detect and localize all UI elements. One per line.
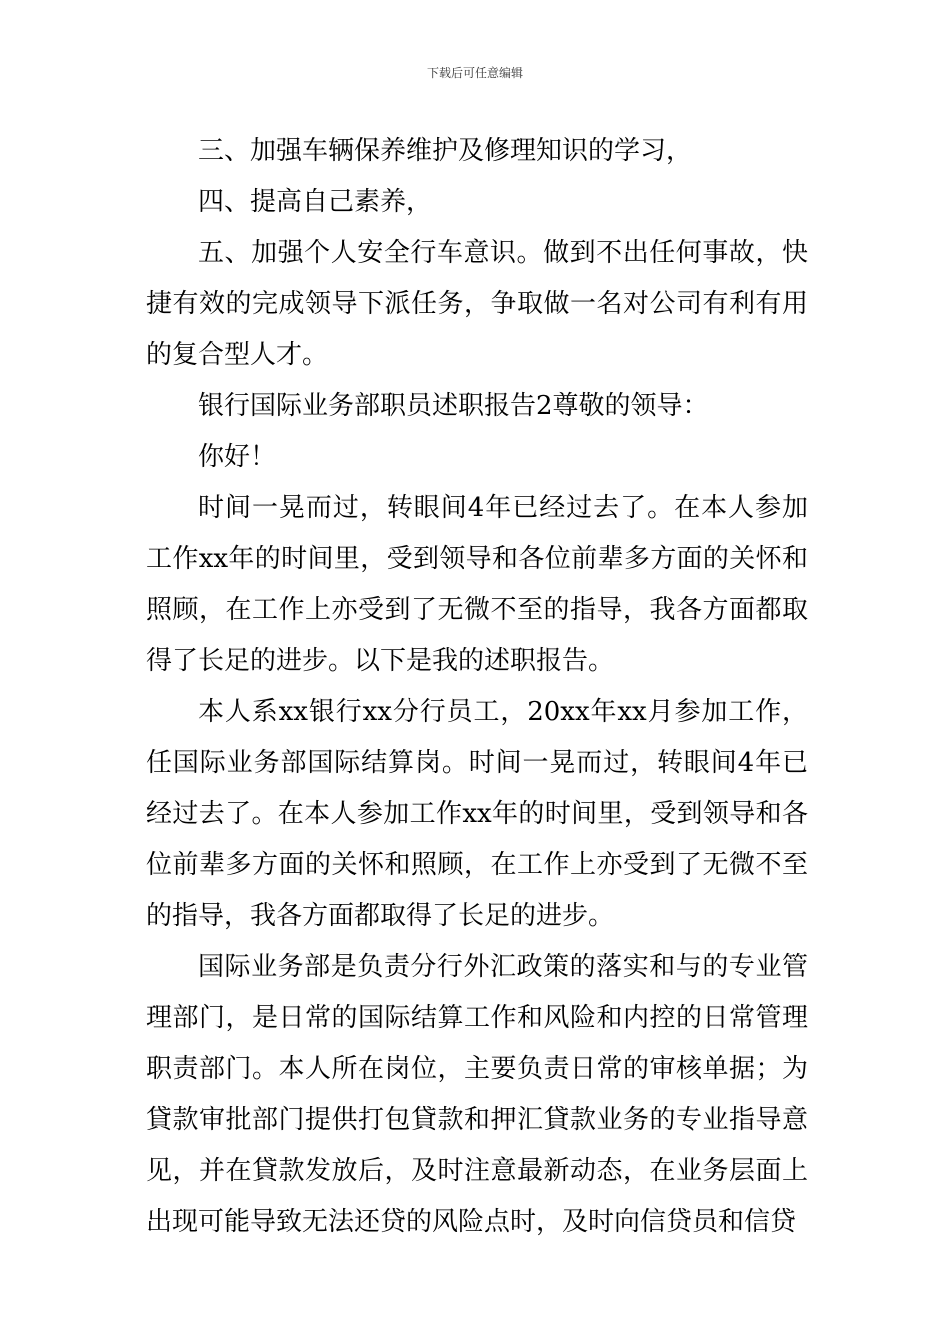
page-header: 下载后可任意编辑 (426, 66, 523, 80)
self-intro-paragraph: 本人系xx银行xx分行员工，20xx年xx月参加工作，任国际业务部国际结算岗。时间一晃而过，转眼间4年已经过去了。在本人参加工作xx年的时间里，受到领导和各位前辈多方面的关怀和照顾，在工作上亦受到了无微不至的指导，我各方面都取得了长足的进步。 (146, 697, 808, 931)
intro-paragraph: 时间一晃而过，转眼间4年已经过去了。在本人参加工作xx年的时间里，受到领导和各位前辈多方面的关怀和照顾，在工作上亦受到了无微不至的指导，我各方面都取得了长足的进步。以下是我的述职报告。 (146, 493, 808, 676)
department-paragraph: 国际业务部是负责分行外汇政策的落实和与的专业管理部门，是日常的国际结算工作和风险和内控的日常管理职责部门。本人所在岗位，主要负责日常的审核单据；为貸款审批部门提供打包貸款和押汇貸款业务的专业指导意见，并在貸款发放后，及时注意最新动态，在业务层面上出现可能导致无法还贷的风险点时，及时向信贷员和信贷 (146, 952, 808, 1237)
greeting-paragraph: 你好！ (198, 442, 277, 472)
paragraph-item-5: 五、加强个人安全行车意识。做到不出任何事故，快捷有效的完成领导下派任务，争取做一名对公司有利有用的复合型人才。 (146, 238, 808, 370)
document-body (146, 126, 808, 1248)
paragraph-item-3: 三、加强车辆保养维护及修理知识的学习， (198, 136, 693, 166)
report-title-paragraph: 银行国际业务部职员述职报告2尊敬的领导： (198, 391, 709, 421)
paragraph-item-4: 四、提高自己素养， (198, 187, 433, 217)
